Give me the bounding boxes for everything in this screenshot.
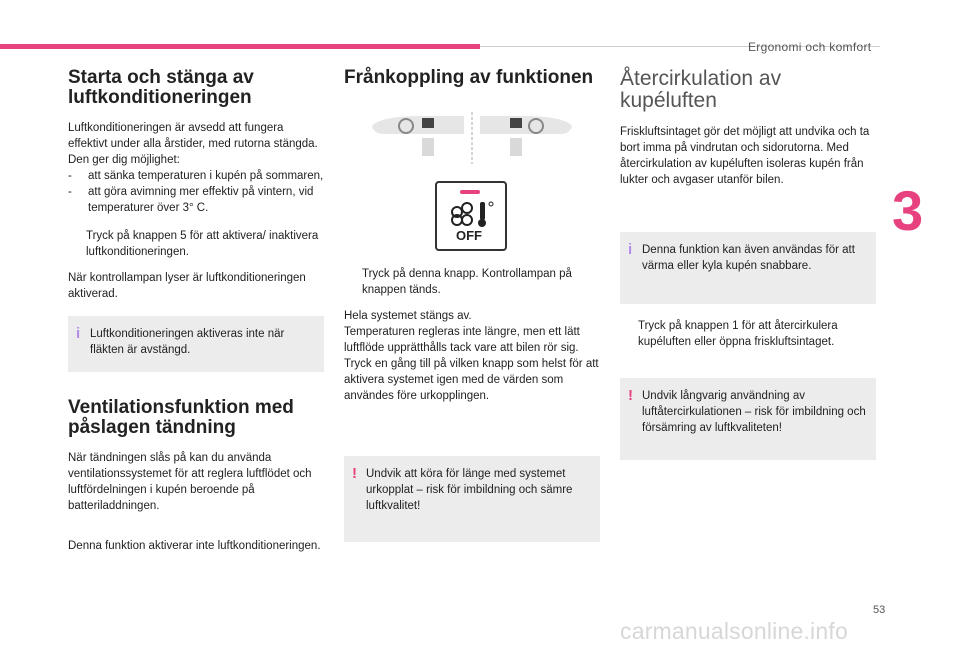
arrow-icon <box>620 318 638 350</box>
page-number: 53 <box>873 604 886 616</box>
column-recirculation <box>620 68 876 470</box>
list-item: - att sänka temperaturen i kupén på sommaren, <box>68 170 324 182</box>
paragraph: När kontrollampan lyser är luftkonditioneringen aktiverad. <box>68 272 306 300</box>
paragraph: Hela systemet stängs av. <box>344 310 472 322</box>
paragraph: När tändningen slås på kan du använda ventilationssystemet för att reglera luftflödet och luftfördelningen i kupén beroende på batteriladdningen. <box>68 452 312 512</box>
section-title: Starta och stänga av luftkonditioneringen <box>68 67 254 108</box>
chapter-number: 3 <box>892 179 924 242</box>
info-icon: i <box>76 325 81 342</box>
info-box: i Denna funktion kan även användas för att värma eller kyla kupén snabbare. <box>620 232 876 304</box>
instruction-step: Tryck på knappen 1 för att återcirkulera kupéluften eller öppna friskluftsintaget. <box>620 318 876 350</box>
column-disable <box>344 68 600 552</box>
instruction-step: Tryck på knappen 5 för att aktivera/ inaktivera luftkonditioneringen. <box>68 228 324 260</box>
warning-icon: ! <box>628 387 633 404</box>
warning-box: ! Undvik att köra för länge med systemet urkopplat – risk för imbildning och sämre luftkvalitet! <box>344 456 600 542</box>
paragraph: Den ger dig möjlighet: <box>68 154 180 166</box>
warning-box: ! Undvik långvarig användning av luftåtercirkulationen – risk för imbildning och försämring av luftkvaliteten! <box>620 378 876 460</box>
instruction-step: Tryck på denna knapp. Kontrollampan på knappen tänds. <box>344 266 600 298</box>
column-aircon <box>68 68 324 564</box>
list-item: - att göra avimning mer effektiv på vintern, vid temperaturer över 3° C. <box>68 186 314 214</box>
paragraph: Luftkonditioneringen är avsedd att fungera effektivt under alla årstider, med rutorna stängda. <box>68 122 318 150</box>
control-panel-figure <box>344 104 600 254</box>
section-title: Frånkoppling av funktionen <box>344 67 594 88</box>
off-button-label: OFF <box>456 228 482 243</box>
arrow-icon <box>344 266 362 298</box>
info-icon: i <box>628 241 633 258</box>
watermark: carmanualsonline.info <box>620 618 848 644</box>
chapter-header: Ergonomi och komfort <box>748 40 872 54</box>
info-box: i Luftkonditioneringen aktiveras inte när fläkten är avstängd. <box>68 316 324 372</box>
paragraph: Temperaturen regleras inte längre, men ett lätt luftflöde upprätthålls tack vare att bilen rör sig. Tryck en gång till på vilken knapp som helst för att aktivera systemet igen med de värden som användes före urkopplingen. <box>344 326 599 402</box>
section-title: Ventilationsfunktion med påslagen tändning <box>68 397 294 438</box>
section-title: Återcirkulation av kupéluften <box>620 67 782 112</box>
warning-icon: ! <box>352 465 357 482</box>
section-color-bar <box>0 44 480 49</box>
paragraph: Denna funktion aktiverar inte luftkonditioneringen. <box>68 540 321 552</box>
arrow-icon <box>68 228 86 260</box>
paragraph: Friskluftsintaget gör det möjligt att undvika och ta bort imma på vindrutan och sidorutorna. Med återcirkulation av kupéluften isoleras kupén från lukter och avgaser utanför bilen. <box>620 126 870 186</box>
